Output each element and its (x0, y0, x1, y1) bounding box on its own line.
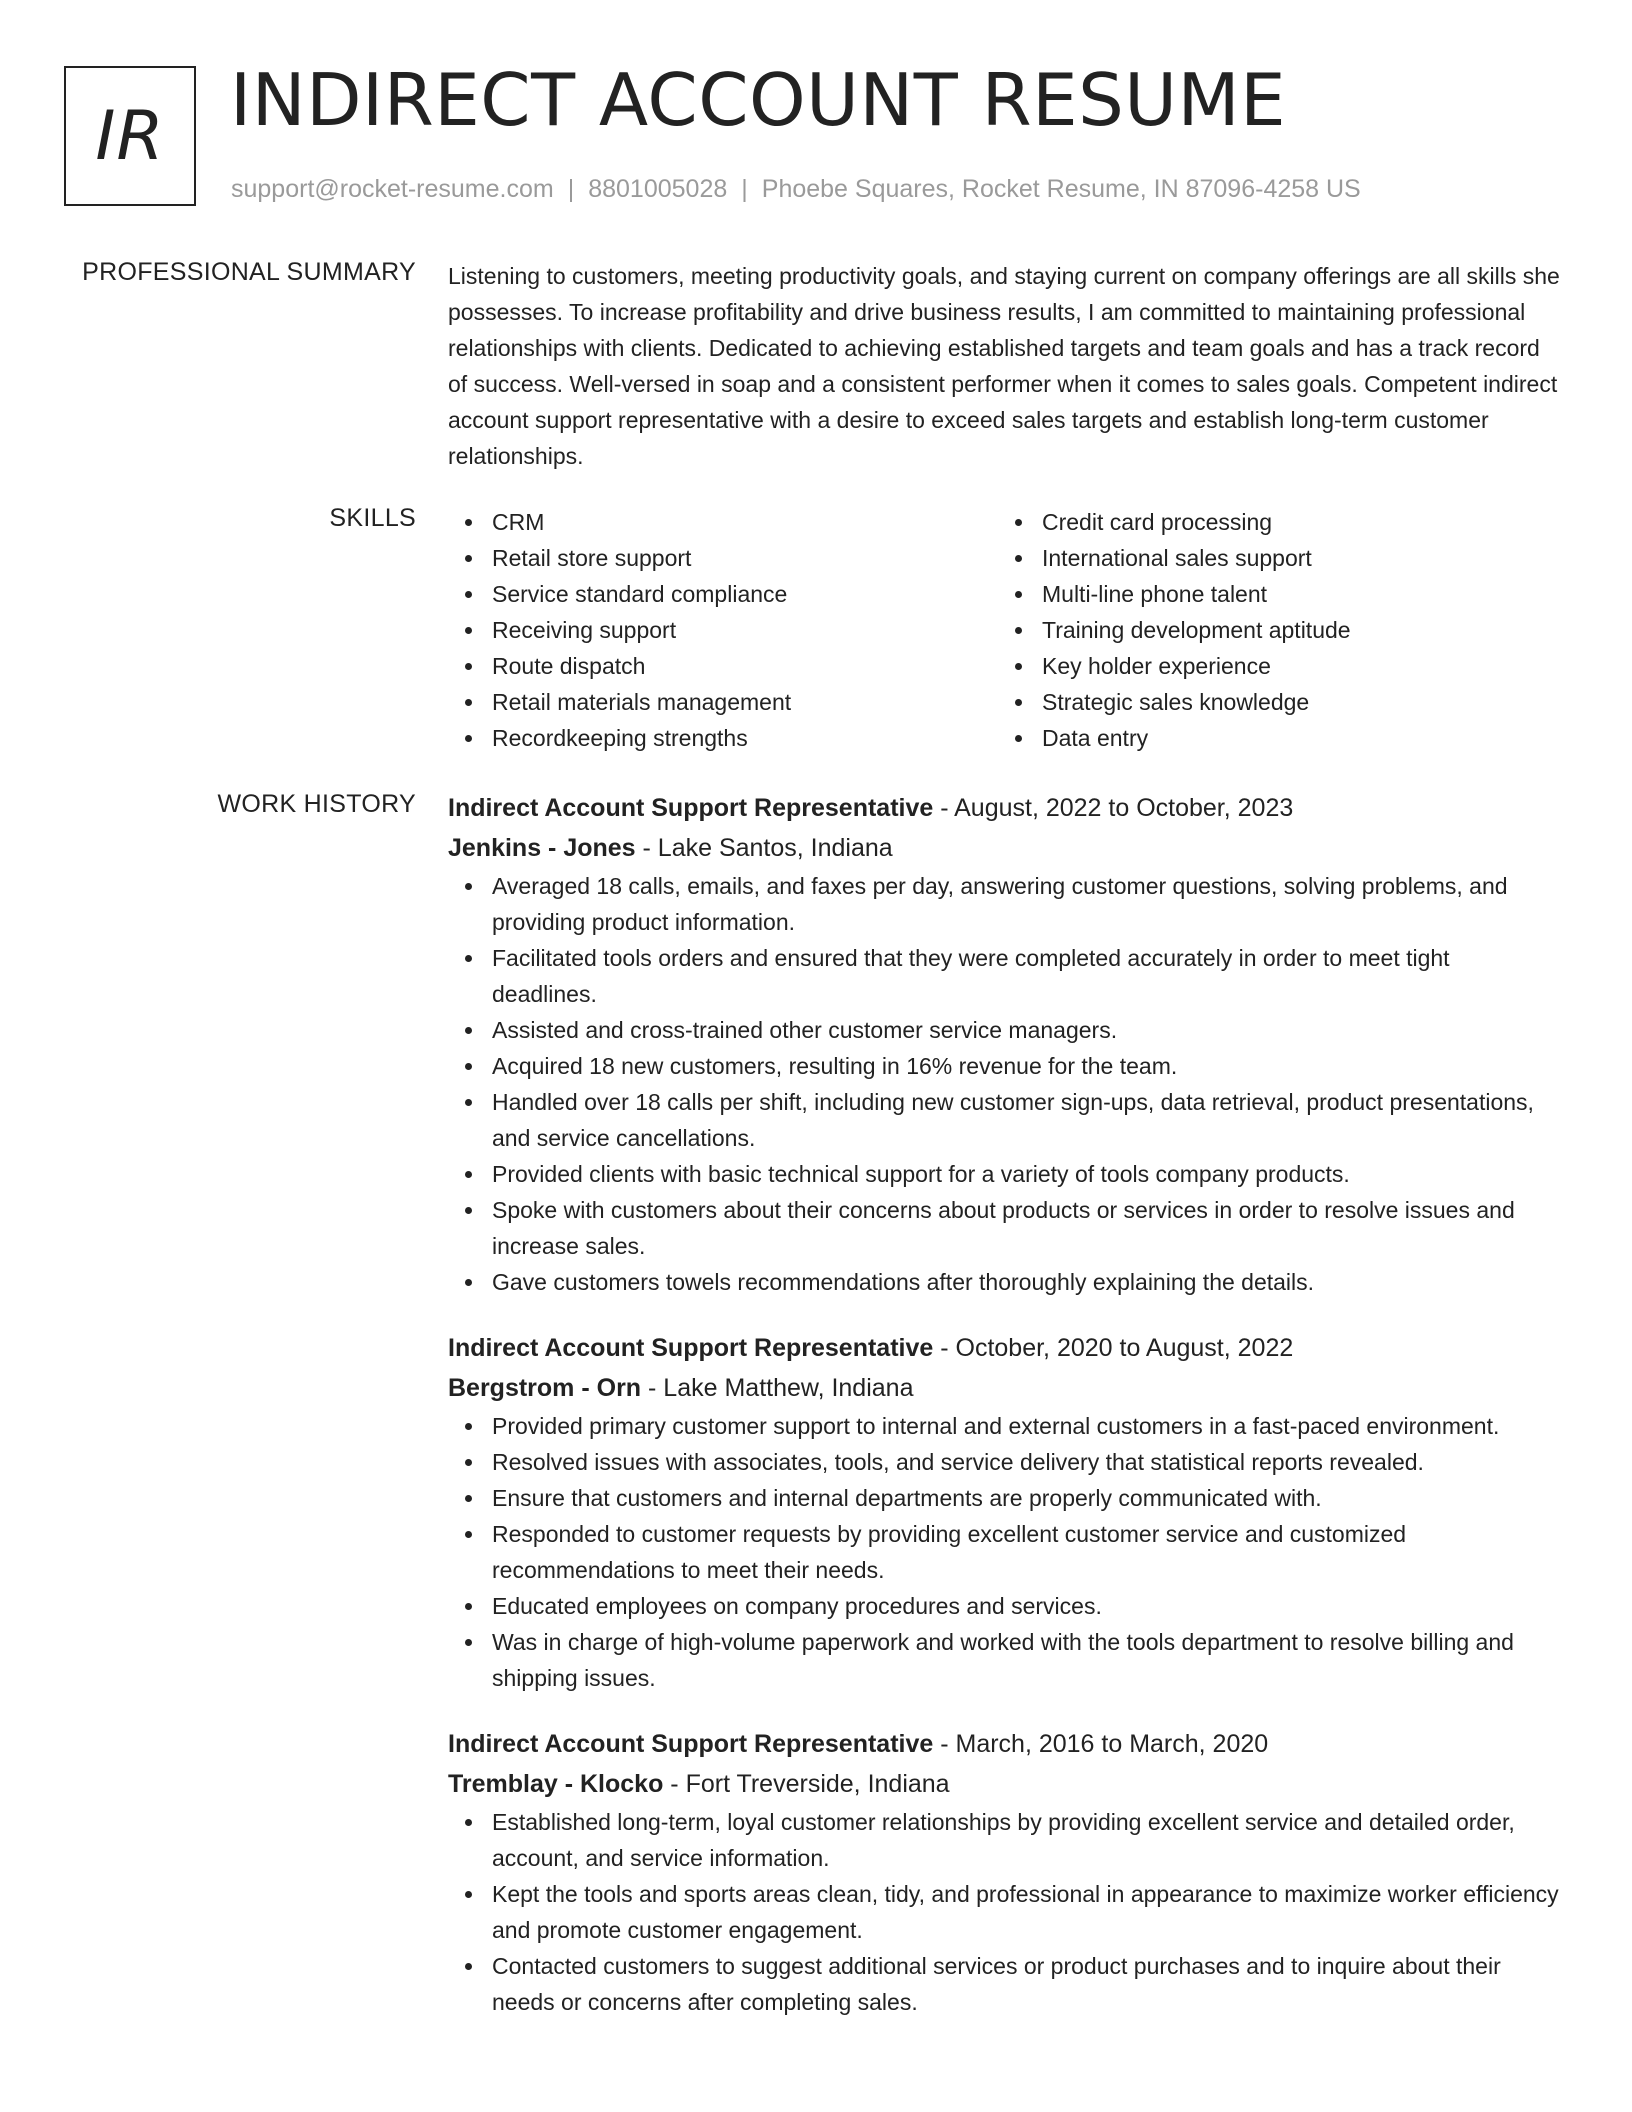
skill-item: Recordkeeping strengths (492, 720, 998, 756)
contact-separator: | (741, 175, 748, 203)
job-title: Indirect Account Support Representative (448, 1334, 934, 1362)
job-company: Bergstrom - Orn (448, 1374, 642, 1402)
skill-item: Data entry (1042, 720, 1548, 756)
job-duties-list (448, 1804, 1560, 2020)
job-duty-item: Established long-term, loyal customer relationships by providing excellent service and detailed order, account, and service information. (492, 1804, 1560, 1876)
job-location: - Lake Santos, Indiana (635, 834, 893, 862)
job-duty-item: Kept the tools and sports areas clean, tidy, and professional in appearance to maximize worker efficiency and promote customer engagement. (492, 1876, 1560, 1948)
summary-heading: PROFESSIONAL SUMMARY (82, 258, 416, 286)
skill-item: International sales support (1042, 540, 1548, 576)
job-entry (448, 788, 1560, 1300)
job-duty-item: Facilitated tools orders and ensured that they were completed accurately in order to meet tight deadlines. (492, 940, 1560, 1012)
resume-title: INDIRECT ACCOUNT RESUME (230, 58, 1287, 142)
skill-item: Strategic sales knowledge (1042, 684, 1548, 720)
job-dates: - October, 2020 to August, 2022 (933, 1334, 1294, 1362)
contact-separator: | (567, 175, 575, 203)
job-entry (448, 1724, 1560, 2020)
job-duty-item: Acquired 18 new customers, resulting in 16% revenue for the team. (492, 1048, 1560, 1084)
skills-body (448, 504, 1560, 756)
job-duty-item: Ensure that customers and internal departments are properly communicated with. (492, 1480, 1560, 1516)
job-title-line (448, 1328, 1560, 1368)
skill-item: Key holder experience (1042, 648, 1548, 684)
job-duty-item: Gave customers towels recommendations after thoroughly explaining the details. (492, 1264, 1560, 1300)
job-company: Tremblay - Klocko (448, 1770, 664, 1798)
contact-phone: 8801005028 (588, 175, 728, 203)
job-duty-item: Handled over 18 calls per shift, including new customer sign-ups, data retrieval, product presentations, and service cancellations. (492, 1084, 1560, 1156)
job-dates: - March, 2016 to March, 2020 (933, 1730, 1269, 1758)
skill-item: CRM (492, 504, 998, 540)
job-entry (448, 1328, 1560, 1696)
job-duty-item: Was in charge of high-volume paperwork and worked with the tools department to resolve billing and shipping issues. (492, 1624, 1560, 1696)
summary-text: Listening to customers, meeting productivity goals, and staying current on company offerings are all skills she possesses. To increase profitability and drive business results, I am committed to maintaining professional relationships with clients. Dedicated to achieving established targets and team goals and has a track record of success. Well-versed in soap and a consistent performer when it comes to sales goals. Competent indirect account support representative with a desire to exceed sales targets and establish long-term customer relationships. (448, 263, 1560, 469)
skills-grid (448, 504, 1560, 756)
job-duty-item: Averaged 18 calls, emails, and faxes per day, answering customer questions, solving problems, and providing product information. (492, 868, 1560, 940)
job-duties-list (448, 868, 1560, 1300)
skill-item: Training development aptitude (1042, 612, 1548, 648)
job-title: Indirect Account Support Representative (448, 1730, 934, 1758)
skill-item: Credit card processing (1042, 504, 1548, 540)
job-company: Jenkins - Jones (448, 834, 636, 862)
contact-address: Phoebe Squares, Rocket Resume, IN 87096-4258 US (761, 175, 1361, 203)
skill-item: Multi-line phone talent (1042, 576, 1548, 612)
skill-item: Route dispatch (492, 648, 998, 684)
job-duty-item: Educated employees on company procedures and services. (492, 1588, 1560, 1624)
job-title-line (448, 788, 1560, 828)
job-duty-item: Provided clients with basic technical support for a variety of tools company products. (492, 1156, 1560, 1192)
skills-list-right (998, 504, 1548, 756)
jobs-container (448, 788, 1560, 2048)
work-history-heading: WORK HISTORY (217, 790, 416, 818)
job-company-line (448, 1764, 1560, 1804)
job-duty-item: Provided primary customer support to internal and external customers in a fast-paced environment. (492, 1408, 1560, 1444)
monogram-initials: IR (95, 96, 165, 176)
job-title: Indirect Account Support Representative (448, 794, 934, 822)
job-title-line (448, 1724, 1560, 1764)
skills-heading: SKILLS (329, 504, 416, 532)
job-duty-item: Contacted customers to suggest additional services or product purchases and to inquire about their needs or concerns after completing sales. (492, 1948, 1560, 2020)
skill-item: Service standard compliance (492, 576, 998, 612)
job-duty-item: Spoke with customers about their concerns about products or services in order to resolve issues and increase sales. (492, 1192, 1560, 1264)
job-location: - Fort Treverside, Indiana (663, 1770, 950, 1798)
contact-line (231, 175, 1361, 204)
summary-body (448, 258, 1560, 474)
monogram-box (64, 66, 196, 206)
skill-item: Receiving support (492, 612, 998, 648)
job-duties-list (448, 1408, 1560, 1696)
skills-list-left (448, 504, 998, 756)
contact-email: support@rocket-resume.com (231, 175, 554, 203)
job-duty-item: Assisted and cross-trained other customer service managers. (492, 1012, 1560, 1048)
skill-item: Retail store support (492, 540, 998, 576)
job-company-line (448, 1368, 1560, 1408)
job-duty-item: Resolved issues with associates, tools, and service delivery that statistical reports revealed. (492, 1444, 1560, 1480)
job-company-line (448, 828, 1560, 868)
job-location: - Lake Matthew, Indiana (641, 1374, 914, 1402)
job-duty-item: Responded to customer requests by providing excellent customer service and customized recommendations to meet their needs. (492, 1516, 1560, 1588)
skill-item: Retail materials management (492, 684, 998, 720)
job-dates: - August, 2022 to October, 2023 (933, 794, 1294, 822)
